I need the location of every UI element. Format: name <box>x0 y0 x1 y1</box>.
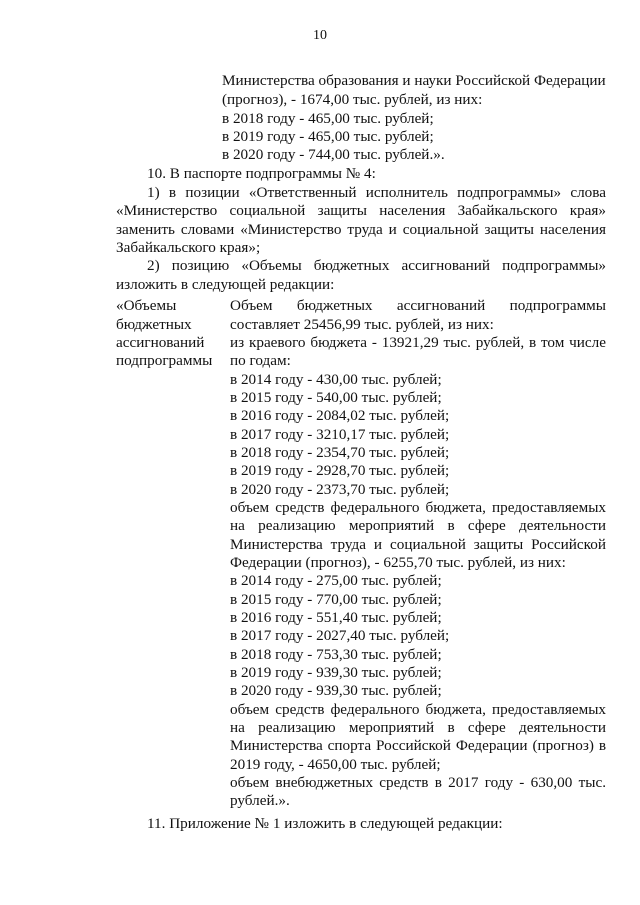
text-line: 2) позицию «Объемы бюджетных ассигнований подпрограммы» <box>147 257 606 274</box>
right-text-line: в 2015 году - 770,00 тыс. рублей; <box>230 591 442 608</box>
left-label-line: ассигнований <box>116 334 205 351</box>
right-text-line: на реализацию мероприятий в сфере деятельности <box>230 719 606 736</box>
right-text-line: рублей.». <box>230 792 290 809</box>
item-11-heading: 11. Приложение № 1 изложить в следующей редакции: <box>147 815 503 832</box>
text-line: в 2018 году - 465,00 тыс. рублей; <box>222 110 434 127</box>
text-line: в 2020 году - 744,00 тыс. рублей.». <box>222 146 445 163</box>
right-text-line: составляет 25456,99 тыс. рублей, из них: <box>230 316 494 333</box>
right-text-line: в 2015 году - 540,00 тыс. рублей; <box>230 389 442 406</box>
right-text-line: Министерства спорта Российской Федерации (прогноз) в <box>230 737 606 754</box>
right-text-line: в 2018 году - 753,30 тыс. рублей; <box>230 646 442 663</box>
left-label-line: бюджетных <box>116 316 192 333</box>
text-line: в 2019 году - 465,00 тыс. рублей; <box>222 128 434 145</box>
right-text-line: объем внебюджетных средств в 2017 году - 630,00 тыс. <box>230 774 606 791</box>
right-text-line: Министерства труда и социальной защиты Российской <box>230 536 606 553</box>
right-text-line: объем средств федерального бюджета, предоставляемых <box>230 701 606 718</box>
right-text-line: в 2020 году - 939,30 тыс. рублей; <box>230 682 442 699</box>
item-10-heading: 10. В паспорте подпрограммы № 4: <box>147 165 376 182</box>
right-text-line: в 2014 году - 430,00 тыс. рублей; <box>230 371 442 388</box>
page-number: 10 <box>313 28 327 43</box>
right-text-line: Федерации (прогноз), - 6255,70 тыс. рублей, из них: <box>230 554 566 571</box>
right-text-line: объем средств федерального бюджета, предоставляемых <box>230 499 606 516</box>
text-line: 1) в позиции «Ответственный исполнитель подпрограммы» слова <box>147 184 606 201</box>
right-text-line: в 2019 году - 939,30 тыс. рублей; <box>230 664 442 681</box>
right-text-line: в 2020 году - 2373,70 тыс. рублей; <box>230 481 450 498</box>
right-text-line: 2019 году, - 4650,00 тыс. рублей; <box>230 756 441 773</box>
text-line: изложить в следующей редакции: <box>116 276 335 293</box>
left-label-line: «Объемы <box>116 297 177 314</box>
right-text-line: в 2017 году - 3210,17 тыс. рублей; <box>230 426 450 443</box>
right-text-line: в 2016 году - 551,40 тыс. рублей; <box>230 609 442 626</box>
right-text-line: в 2018 году - 2354,70 тыс. рублей; <box>230 444 450 461</box>
text-line: заменить словами «Министерство труда и социальной защиты населения <box>116 221 606 238</box>
right-text-line: в 2017 году - 2027,40 тыс. рублей; <box>230 627 450 644</box>
left-label-line: подпрограммы <box>116 352 213 369</box>
text-line: (прогноз), - 1674,00 тыс. рублей, из них: <box>222 91 483 108</box>
right-text-line: в 2019 году - 2928,70 тыс. рублей; <box>230 462 450 479</box>
right-text-line: из краевого бюджета - 13921,29 тыс. рублей, в том числе <box>230 334 606 351</box>
right-text-line: в 2014 году - 275,00 тыс. рублей; <box>230 572 442 589</box>
right-text-line: на реализацию мероприятий в сфере деятельности <box>230 517 606 534</box>
text-line: Забайкальского края»; <box>116 239 261 256</box>
right-text-line: Объем бюджетных ассигнований подпрограммы <box>230 297 606 314</box>
right-text-line: по годам: <box>230 352 291 369</box>
text-line: Министерства образования и науки Российской Федерации <box>222 72 606 89</box>
right-text-line: в 2016 году - 2084,02 тыс. рублей; <box>230 407 450 424</box>
text-line: «Министерство социальной защиты населения Забайкальского края» <box>116 202 606 219</box>
